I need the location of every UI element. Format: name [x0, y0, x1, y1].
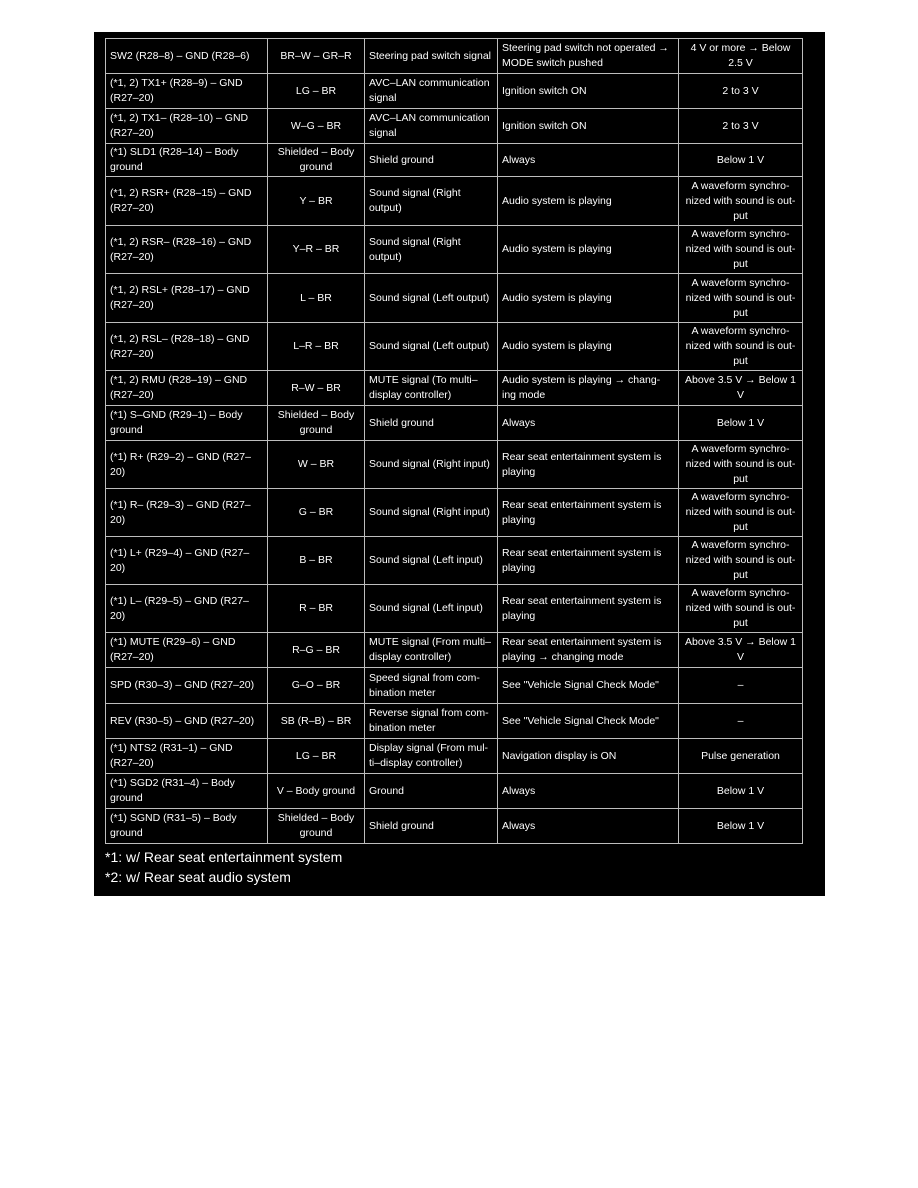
- specified-condition-cell: A waveform synchro- nized with sound is out- put: [679, 274, 803, 323]
- condition-cell: Always: [498, 774, 679, 809]
- condition-cell: Audio system is playing: [498, 226, 679, 274]
- condition-cell: Audio system is playing → chang- ing mode: [498, 371, 679, 406]
- table-row: [106, 704, 803, 739]
- wire-color-cell: W–G – BR: [268, 109, 365, 144]
- specified-condition-cell: Above 3.5 V → Below 1 V: [679, 371, 803, 406]
- specified-condition-cell: 2 to 3 V: [679, 109, 803, 144]
- wire-color-cell: LG – BR: [268, 739, 365, 774]
- condition-cell: Always: [498, 144, 679, 177]
- terminal-cell: (*1, 2) TX1+ (R28–9) – GND (R27–20): [106, 74, 268, 109]
- condition-cell: Ignition switch ON: [498, 74, 679, 109]
- table-row: [106, 585, 803, 633]
- specified-condition-cell: 2 to 3 V: [679, 74, 803, 109]
- wire-color-cell: Shielded – Body ground: [268, 406, 365, 441]
- terminal-cell: (*1, 2) TX1– (R28–10) – GND (R27–20): [106, 109, 268, 144]
- table-row: [106, 489, 803, 537]
- specified-condition-cell: Above 3.5 V → Below 1 V: [679, 633, 803, 668]
- terminal-cell: (*1) R+ (R29–2) – GND (R27–20): [106, 441, 268, 489]
- terminal-cell: (*1) NTS2 (R31–1) – GND (R27–20): [106, 739, 268, 774]
- terminal-cell: (*1, 2) RSL– (R28–18) – GND (R27–20): [106, 323, 268, 371]
- description-cell: Sound signal (Left input): [365, 537, 498, 585]
- description-cell: Sound signal (Left output): [365, 274, 498, 323]
- terminal-cell: REV (R30–5) – GND (R27–20): [106, 704, 268, 739]
- terminal-cell: (*1) L– (R29–5) – GND (R27–20): [106, 585, 268, 633]
- description-cell: Shield ground: [365, 144, 498, 177]
- table-row: [106, 274, 803, 323]
- table-row: [106, 406, 803, 441]
- terminal-cell: (*1) SGD2 (R31–4) – Body ground: [106, 774, 268, 809]
- specified-condition-cell: Below 1 V: [679, 144, 803, 177]
- description-cell: Sound signal (Right input): [365, 489, 498, 537]
- specified-condition-cell: A waveform synchro- nized with sound is out- put: [679, 226, 803, 274]
- wire-color-cell: V – Body ground: [268, 774, 365, 809]
- table-row: [106, 809, 803, 844]
- wire-color-cell: LG – BR: [268, 74, 365, 109]
- terminal-cell: (*1, 2) RSR– (R28–16) – GND (R27–20): [106, 226, 268, 274]
- table-row: [106, 633, 803, 668]
- terminal-cell: (*1) SGND (R31–5) – Body ground: [106, 809, 268, 844]
- specified-condition-cell: Below 1 V: [679, 406, 803, 441]
- wire-color-cell: G – BR: [268, 489, 365, 537]
- footnotes: [105, 847, 342, 887]
- condition-cell: Rear seat entertainment system is playing: [498, 441, 679, 489]
- terminal-cell: (*1, 2) RSR+ (R28–15) – GND (R27–20): [106, 177, 268, 226]
- terminal-cell: (*1, 2) RMU (R28–19) – GND (R27–20): [106, 371, 268, 406]
- specified-condition-cell: Pulse generation: [679, 739, 803, 774]
- specified-condition-cell: A waveform synchro- nized with sound is out- put: [679, 441, 803, 489]
- terminal-cell: (*1) MUTE (R29–6) – GND (R27–20): [106, 633, 268, 668]
- table-row: [106, 774, 803, 809]
- wire-color-cell: SB (R–B) – BR: [268, 704, 365, 739]
- condition-cell: Audio system is playing: [498, 323, 679, 371]
- terminal-cell: (*1) S–GND (R29–1) – Body ground: [106, 406, 268, 441]
- wire-color-cell: R–G – BR: [268, 633, 365, 668]
- description-cell: Steering pad switch signal: [365, 39, 498, 74]
- table-row: [106, 74, 803, 109]
- wire-color-cell: L–R – BR: [268, 323, 365, 371]
- condition-cell: Rear seat entertainment system is playing: [498, 585, 679, 633]
- specified-condition-cell: A waveform synchro- nized with sound is out- put: [679, 323, 803, 371]
- table-row: [106, 177, 803, 226]
- terminal-cell: (*1) SLD1 (R28–14) – Body ground: [106, 144, 268, 177]
- terminal-spec-body: [106, 39, 803, 844]
- table-row: [106, 441, 803, 489]
- terminal-cell: (*1) L+ (R29–4) – GND (R27–20): [106, 537, 268, 585]
- wire-color-cell: Shielded – Body ground: [268, 809, 365, 844]
- terminal-cell: SPD (R30–3) – GND (R27–20): [106, 668, 268, 704]
- terminal-cell: SW2 (R28–8) – GND (R28–6): [106, 39, 268, 74]
- condition-cell: Ignition switch ON: [498, 109, 679, 144]
- description-cell: Sound signal (Right input): [365, 441, 498, 489]
- specified-condition-cell: A waveform synchro- nized with sound is out- put: [679, 489, 803, 537]
- specified-condition-cell: A waveform synchro- nized with sound is out- put: [679, 177, 803, 226]
- wire-color-cell: Y–R – BR: [268, 226, 365, 274]
- condition-cell: Steering pad switch not operated → MODE switch pushed: [498, 39, 679, 74]
- condition-cell: See "Vehicle Signal Check Mode": [498, 704, 679, 739]
- table-row: [106, 144, 803, 177]
- condition-cell: Always: [498, 406, 679, 441]
- description-cell: Sound signal (Left output): [365, 323, 498, 371]
- footnote-2: *2: w/ Rear seat audio system: [105, 869, 291, 885]
- condition-cell: Navigation display is ON: [498, 739, 679, 774]
- description-cell: Speed signal from com- bination meter: [365, 668, 498, 704]
- wire-color-cell: L – BR: [268, 274, 365, 323]
- condition-cell: Always: [498, 809, 679, 844]
- wire-color-cell: W – BR: [268, 441, 365, 489]
- description-cell: Reverse signal from com- bination meter: [365, 704, 498, 739]
- condition-cell: See "Vehicle Signal Check Mode": [498, 668, 679, 704]
- specified-condition-cell: A waveform synchro- nized with sound is out- put: [679, 585, 803, 633]
- specified-condition-cell: Below 1 V: [679, 774, 803, 809]
- condition-cell: Rear seat entertainment system is playing: [498, 537, 679, 585]
- table-row: [106, 668, 803, 704]
- terminal-cell: (*1, 2) RSL+ (R28–17) – GND (R27–20): [106, 274, 268, 323]
- wire-color-cell: Shielded – Body ground: [268, 144, 365, 177]
- wire-color-cell: R – BR: [268, 585, 365, 633]
- terminal-spec-table: [105, 38, 803, 844]
- terminal-cell: (*1) R– (R29–3) – GND (R27–20): [106, 489, 268, 537]
- table-row: [106, 109, 803, 144]
- wire-color-cell: Y – BR: [268, 177, 365, 226]
- condition-cell: Audio system is playing: [498, 274, 679, 323]
- table-row: [106, 537, 803, 585]
- specified-condition-cell: –: [679, 704, 803, 739]
- wire-color-cell: BR–W – GR–R: [268, 39, 365, 74]
- specified-condition-cell: 4 V or more → Below 2.5 V: [679, 39, 803, 74]
- table-row: [106, 226, 803, 274]
- description-cell: Sound signal (Right output): [365, 226, 498, 274]
- description-cell: Sound signal (Right output): [365, 177, 498, 226]
- wire-color-cell: G–O – BR: [268, 668, 365, 704]
- description-cell: AVC–LAN communication signal: [365, 109, 498, 144]
- condition-cell: Audio system is playing: [498, 177, 679, 226]
- table-row: [106, 323, 803, 371]
- table-row: [106, 739, 803, 774]
- specified-condition-cell: –: [679, 668, 803, 704]
- table-row: [106, 39, 803, 74]
- description-cell: Display signal (From mul- ti–display controller): [365, 739, 498, 774]
- condition-cell: Rear seat entertainment system is playing: [498, 489, 679, 537]
- description-cell: MUTE signal (From multi– display controller): [365, 633, 498, 668]
- description-cell: Shield ground: [365, 406, 498, 441]
- wire-color-cell: R–W – BR: [268, 371, 365, 406]
- description-cell: Shield ground: [365, 809, 498, 844]
- description-cell: MUTE signal (To multi– display controller): [365, 371, 498, 406]
- terminal-spec-panel: [94, 32, 825, 896]
- specified-condition-cell: Below 1 V: [679, 809, 803, 844]
- footnote-1: *1: w/ Rear seat entertainment system: [105, 849, 343, 865]
- wire-color-cell: B – BR: [268, 537, 365, 585]
- table-row: [106, 371, 803, 406]
- description-cell: AVC–LAN communication signal: [365, 74, 498, 109]
- specified-condition-cell: A waveform synchro- nized with sound is out- put: [679, 537, 803, 585]
- description-cell: Ground: [365, 774, 498, 809]
- condition-cell: Rear seat entertainment system is playing → changing mode: [498, 633, 679, 668]
- description-cell: Sound signal (Left input): [365, 585, 498, 633]
